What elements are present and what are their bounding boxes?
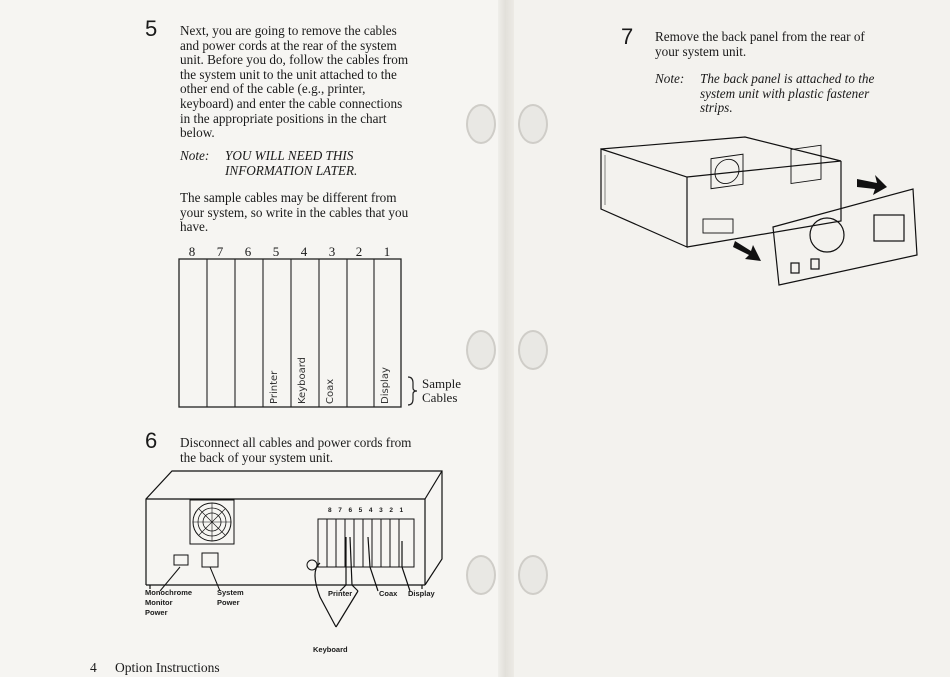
arrow-icon (857, 175, 887, 195)
label-system-power: System Power (217, 588, 244, 607)
cable-label-display: Display (380, 367, 391, 404)
slot-number-3: 3 (328, 244, 336, 259)
slot-number-7: 7 (216, 244, 224, 259)
slot-number-4: 4 (300, 244, 308, 259)
cable-label-printer: Printer (269, 370, 280, 404)
note-text: YOU WILL NEED THIS INFORMATION LATER. (225, 148, 358, 178)
footer-page-number: 4 (90, 660, 97, 675)
label-display: Display (408, 589, 435, 598)
step-7-number: 7 (621, 24, 634, 49)
step-7-text: Remove the back panel from the rear of your system unit. (655, 29, 865, 59)
binder-hole (466, 555, 496, 595)
back-panel-removal-diagram (595, 135, 925, 295)
note-text: The back panel is attached to the system unit with plastic fastener strips. (700, 71, 875, 116)
step-6-number: 6 (145, 428, 158, 453)
system-unit-rear-diagram (140, 467, 450, 652)
label-keyboard: Keyboard (313, 645, 348, 654)
step-7-note (655, 72, 925, 120)
sample-cables-label: Sample Cables (422, 376, 461, 405)
arrow-icon (733, 241, 761, 261)
label-coax: Coax (379, 589, 398, 598)
step-5-note (180, 149, 440, 181)
brace-icon (405, 376, 419, 406)
cable-chart-grid (178, 258, 404, 410)
binder-hole (466, 104, 496, 144)
binder-hole (518, 555, 548, 595)
step-5-text: Next, you are going to remove the cables and power cords at the rear of the system unit. Before you do, follow the cables from the system unit to the unit attached to the other end of the cable (e.g., printer, keyboard) and enter the cable connections in the appropriate positions in the chart below. (180, 23, 409, 141)
slot-number-8: 8 (188, 244, 196, 259)
note-label: Note: (655, 71, 685, 86)
slot-number-5: 5 (272, 244, 280, 259)
footer-title: Option Instructions (115, 660, 220, 675)
step-6-text: Disconnect all cables and power cords from the back of your system unit. (180, 435, 412, 465)
diagram-slot-numbers: 8 7 6 5 4 3 2 1 (328, 507, 406, 514)
binder-hole (466, 330, 496, 370)
slot-number-6: 6 (244, 244, 252, 259)
cable-label-coax: Coax (325, 378, 336, 404)
cable-label-keyboard: Keyboard (297, 356, 308, 404)
binder-hole (518, 330, 548, 370)
step-5-number: 5 (145, 16, 158, 41)
slot-number-2: 2 (355, 244, 363, 259)
binder-hole (518, 104, 548, 144)
label-monochrome-power: Monochrome Monitor Power (145, 588, 193, 617)
note-label: Note: (180, 148, 210, 163)
label-printer: Printer (328, 589, 353, 598)
sample-cables-text: The sample cables may be different from your system, so write in the cables that you have. (180, 190, 409, 235)
slot-number-1: 1 (383, 244, 391, 259)
fan-icon (190, 500, 234, 544)
page-gutter (498, 0, 514, 677)
